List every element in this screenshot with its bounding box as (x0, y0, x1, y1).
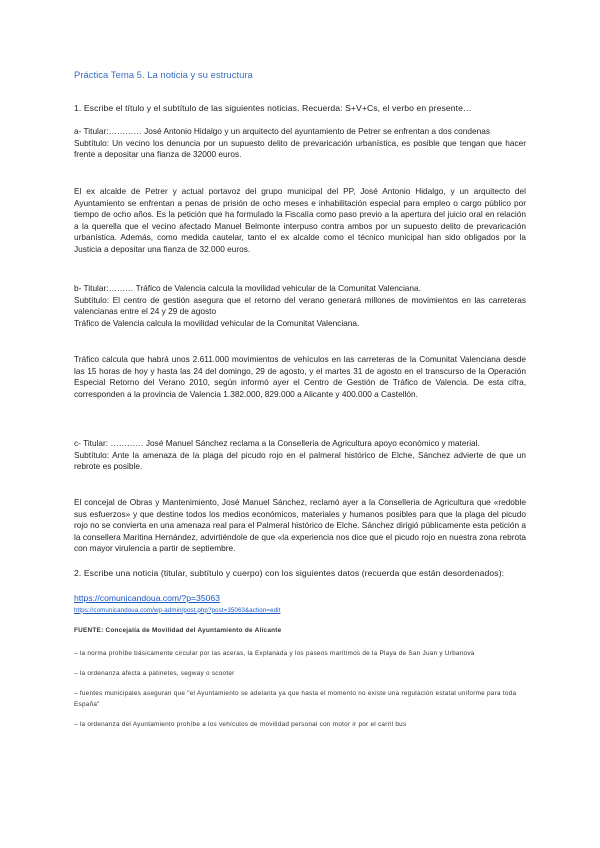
news-c-titular: c- Titular: ………… José Manuel Sánchez reclama a la Conselleria de Agricultura apoyo económico y material. (74, 438, 480, 448)
news-b-heading (74, 283, 526, 329)
link-comunicandoua[interactable]: https://comunicandoua.com/?p=35063 (74, 593, 220, 603)
question-2: 2. Escribe una noticia (titular, subtítulo y cuerpo) con los siguientes datos (recuerda que están desordenados): (74, 568, 505, 578)
link-admin-edit[interactable]: https://comunicandoua.com/wp-admin/post.php?post=35063&action=edit (74, 606, 281, 614)
list-item: – la norma prohíbe básicamente circular por las aceras, la Explanada y los paseos marítimos de la Playa de San Juan y Urbanova (74, 650, 475, 657)
links (74, 593, 526, 616)
bullet-list (74, 648, 526, 730)
news-c-heading (74, 438, 526, 473)
fuente-line: FUENTE: Concejalía de Movilidad del Ayuntamiento de Alicante (74, 627, 282, 634)
news-c-body: El concejal de Obras y Mantenimiento, José Manuel Sánchez, reclamó ayer a la Conselleria de Agricultura que «redoble sus esfuerzos» y que destine todos los medios económicos, materiales y humanos posibles para que la plaga del picudo rojo no se convierta en una amenaza real para el Palmeral histórico de Elche. Sánchez dirigió públicamente esta petición a la consellera Maritina Hernández, advirtiéndole de que «la experiencia nos dice que el picudo rojo en nuestra zona rebrota con mayor virulencia a partir de septiembre. (74, 497, 526, 554)
document-title: Práctica Tema 5. La noticia y su estructura (74, 70, 253, 81)
news-a-heading (74, 126, 526, 161)
news-a-body: El ex alcalde de Petrer y actual portavoz del grupo municipal del PP, José Antonio Hidalgo, y un arquitecto del Ayuntamiento se enfrentan a penas de prisión de ocho meses e inhabilitación especial para empleo o cargo público por tiempo de ocho años. Es la petición que ha formulado la Fiscalía como paso previo a la apertura del juicio oral en relación a la querella que el vecino afectado Manuel Belmonte interpuso contra ambos por un supuesto delito de prevaricación urbanística. Además, como medida cautelar, tanto el ex alcalde como el técnico municipal han sido obligados por la Justicia a depositar una fianza de 32.000 euros. (74, 186, 526, 254)
news-b-titular-repeat: Tráfico de Valencia calcula la movilidad vehicular de la Comunitat Valenciana. (74, 317, 360, 328)
news-c-subtitulo: Subtítulo: Ante la amenaza de la plaga del picudo rojo en el palmeral histórico de Elche, Sánchez advierte de que un rebrote es posible. (74, 449, 526, 472)
list-item: – la ordenanza afecta a patinetes, segway o scooter (74, 670, 235, 677)
news-b-body: Tráfico calcula que habrá unos 2.611.000 movimientos de vehículos en las carreteras de la Comunitat Valenciana desde las 15 horas de hoy y hasta las 24 del domingo, 29 de agosto, y el martes 31 de agosto en el transcurso de la Operación Especial Retorno del Verano 2010, según informó ayer el Centro de Gestión de Tráfico de Valencia. De esta cifra, corresponden a la provincia de Valencia 1.382.000, 829.000 a Alicante y 400.000 a Castellón. (74, 354, 526, 399)
news-b-subtitulo: Subtítulo: El centro de gestión asegura que el retorno del verano generará millones de movimientos en las carreteras valencianas entre el 24 y 29 de agosto (74, 294, 526, 317)
news-b-titular: b- Titular:……… Tráfico de Valencia calcula la movilidad vehicular de la Comunitat Valenciana. (74, 283, 421, 293)
list-item: – fuentes municipales aseguran que "el Ayuntamiento se adelanta ya que hasta el momento no existe una regulación estatal uniforme para toda España" (74, 690, 517, 708)
list-item: – la ordenanza del Ayuntamiento prohíbe a los vehículos de movilidad personal con motor ir por el carril bus (74, 721, 407, 728)
news-a-titular: a- Titular:………… José Antonio Hidalgo y un arquitecto del ayuntamiento de Petrer se enfrentan a dos condenas (74, 126, 491, 136)
question-1: 1. Escribe el título y el subtítulo de las siguientes noticias. Recuerda: S+V+Cs, el verbo en presente… (74, 103, 472, 113)
news-a-subtitulo: Subtítulo: Un vecino los denuncia por un supuesto delito de prevaricación urbanística, es posible que tengan que hacer frente a depositar una fianza de 32000 euros. (74, 137, 526, 160)
